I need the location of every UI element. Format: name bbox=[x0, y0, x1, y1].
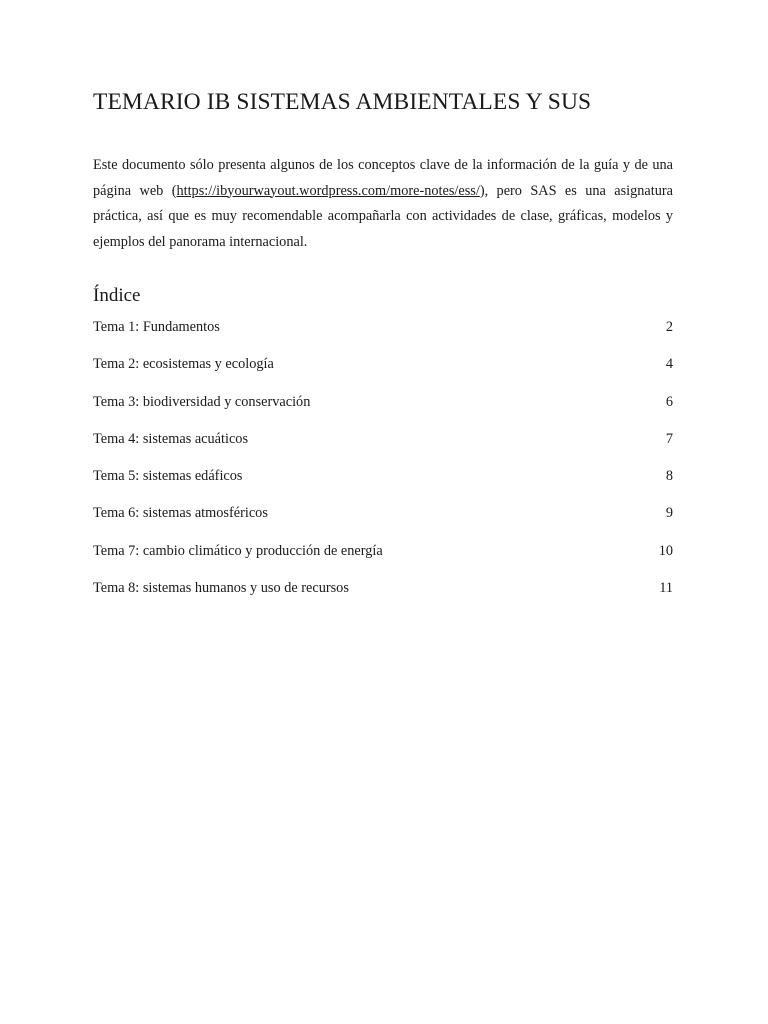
toc-item-page: 10 bbox=[658, 542, 673, 559]
toc-item-page: 7 bbox=[665, 430, 673, 447]
toc-item[interactable] bbox=[93, 577, 673, 614]
toc-item-page: 11 bbox=[659, 580, 673, 597]
intro-text-before: Este documento sólo presenta algunos de los conceptos clave de la información de la guía y de una página web ( bbox=[93, 157, 673, 199]
guide-link[interactable]: https://ibyourwayout.wordpress.com/more-notes/ess/ bbox=[176, 182, 480, 199]
toc-item-label: Tema 6: sistemas atmosféricos bbox=[93, 505, 268, 522]
toc-item-page: 9 bbox=[665, 505, 673, 522]
toc-item-label: Tema 7: cambio climático y producción de energía bbox=[93, 542, 383, 559]
toc-item-label: Tema 3: biodiversidad y conservación bbox=[93, 393, 311, 410]
toc-item-label: Tema 1: Fundamentos bbox=[93, 319, 220, 335]
toc-item-label: Tema 8: sistemas humanos y uso de recursos bbox=[93, 580, 349, 597]
toc-item[interactable] bbox=[93, 540, 673, 577]
document-title: TEMARIO IB SISTEMAS AMBIENTALES Y SUS bbox=[93, 89, 592, 115]
toc-item[interactable] bbox=[93, 391, 673, 428]
toc-item[interactable] bbox=[93, 353, 673, 390]
toc-item[interactable] bbox=[93, 465, 673, 502]
toc-item-label: Tema 4: sistemas acuáticos bbox=[93, 430, 249, 447]
intro-paragraph bbox=[93, 153, 673, 255]
toc-item[interactable] bbox=[93, 316, 673, 353]
toc-item-page: 4 bbox=[665, 356, 673, 373]
table-of-contents bbox=[93, 316, 673, 614]
toc-item-label: Tema 2: ecosistemas y ecología bbox=[93, 356, 274, 373]
toc-item[interactable] bbox=[93, 428, 673, 465]
toc-item-label: Tema 5: sistemas edáficos bbox=[93, 468, 243, 485]
document-page bbox=[93, 84, 673, 614]
index-heading: Índice bbox=[93, 285, 141, 306]
toc-item[interactable] bbox=[93, 502, 673, 539]
toc-item-page: 6 bbox=[665, 393, 673, 410]
intro-text-after: ), pero SAS es una asignatura práctica, así que es muy recomendable acompañarla con actividades de clase, gráficas, modelos y ejemplos del panorama internacional. bbox=[93, 182, 673, 250]
toc-item-page: 2 bbox=[665, 319, 673, 335]
toc-item-page: 8 bbox=[665, 468, 673, 485]
